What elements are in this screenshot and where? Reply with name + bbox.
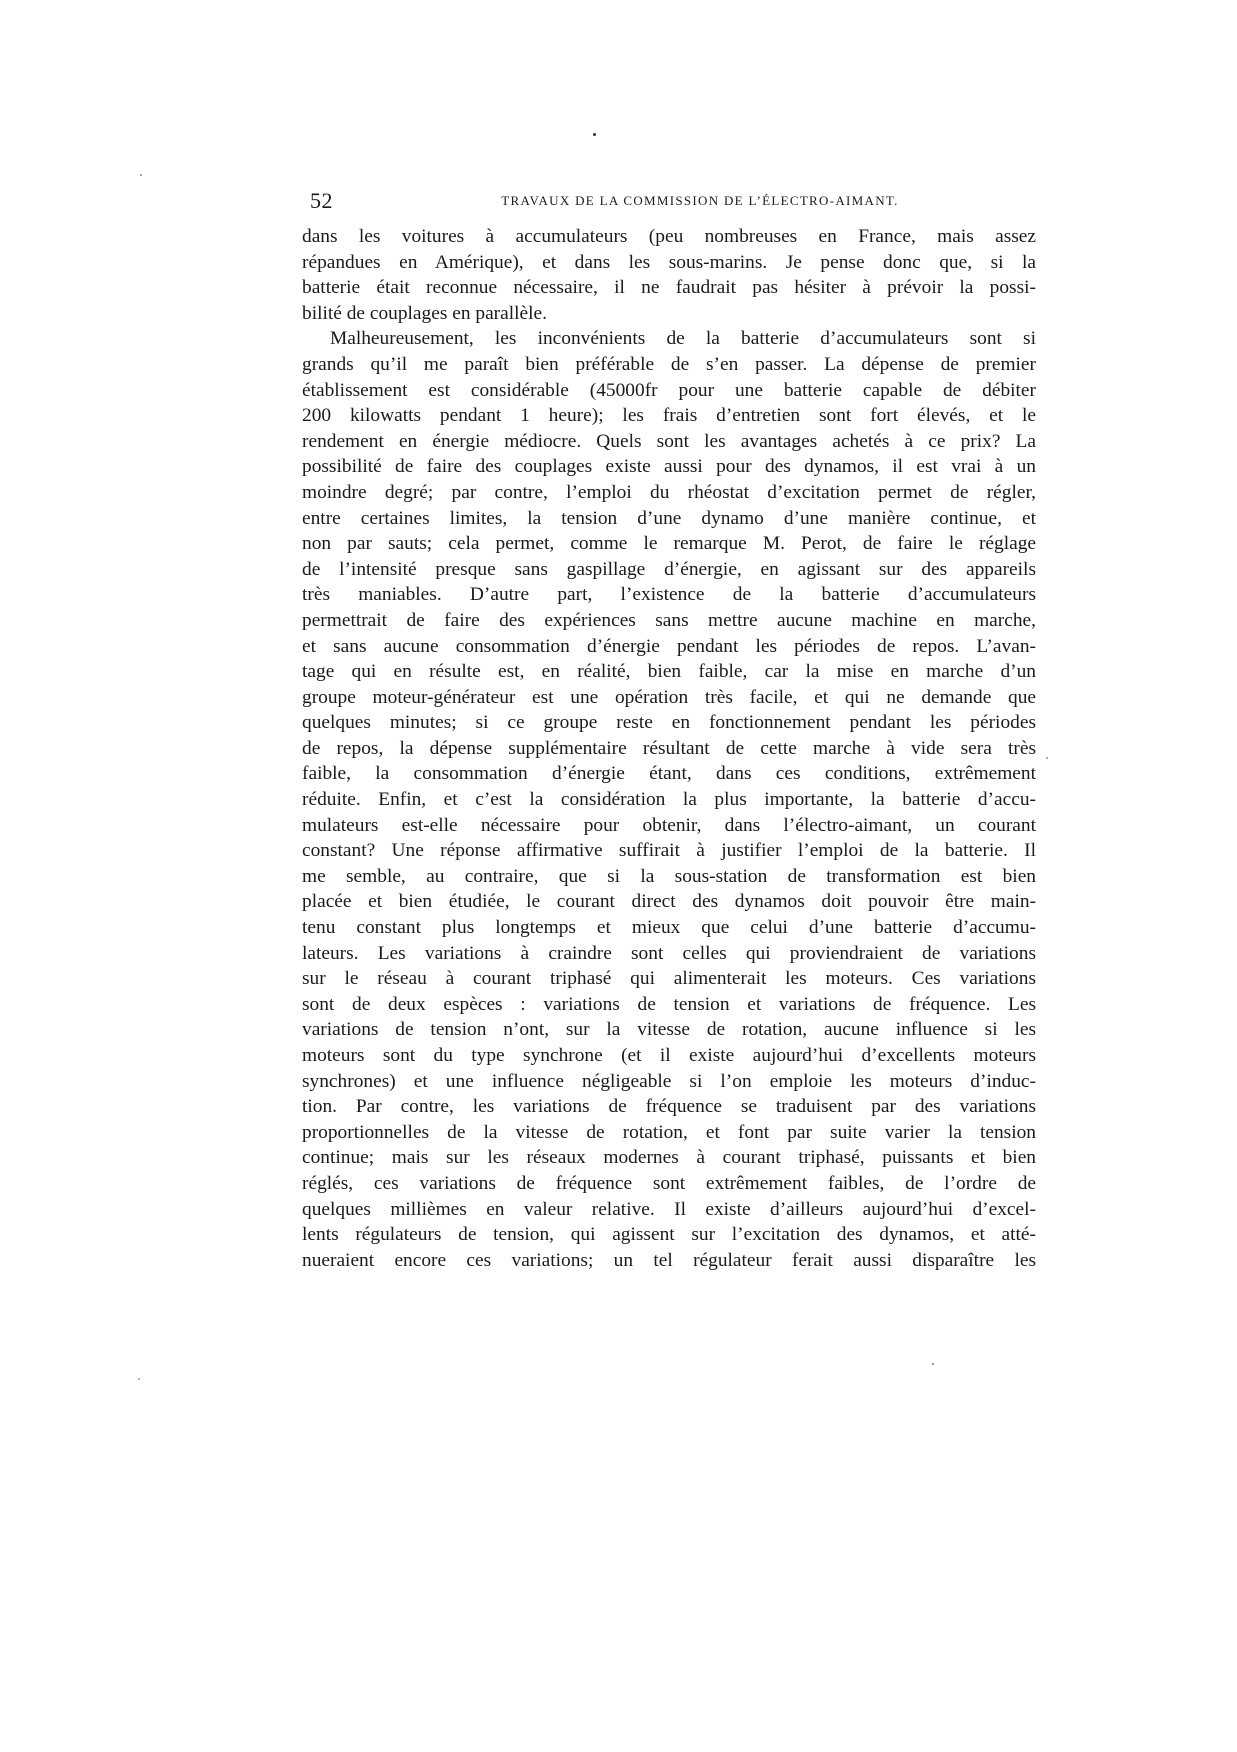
text-line: répandues en Amérique), et dans les sous-marins. Je pense donc que, si la: [302, 251, 1036, 273]
scan-speck: [1046, 757, 1048, 759]
text-line: de l’intensité presque sans gaspillage d’énergie, en agissant sur des appareils: [302, 558, 1036, 580]
text-line: réglés, ces variations de fréquence sont extrêmement faibles, de l’ordre de: [302, 1172, 1036, 1194]
text-line: grands qu’il me paraît bien préférable de s’en passer. La dépense de premier: [302, 353, 1036, 375]
text-line: sont de deux espèces : variations de tension et variations de fréquence. Les: [302, 993, 1036, 1015]
paragraph: [302, 326, 1036, 1273]
text-line: continue; mais sur les réseaux modernes à courant triphasé, puissants et bien: [302, 1147, 1036, 1169]
text-line: 200 kilowatts pendant 1 heure); les frais d’entretien sont fort élevés, et le: [302, 405, 1036, 427]
text-line: bilité de couplages en parallèle.: [302, 302, 547, 324]
running-title: TRAVAUX DE LA COMMISSION DE L’ÉLECTRO-AIMANT.: [501, 193, 899, 208]
scan-speck: [593, 133, 596, 136]
scan-speck: [140, 174, 142, 176]
text-line: me semble, au contraire, que si la sous-station de transformation est bien: [302, 865, 1036, 887]
scan-speck: [138, 1378, 140, 1380]
text-line: variations de tension n’ont, sur la vitesse de rotation, aucune influence si les: [302, 1019, 1036, 1041]
text-line: permettrait de faire des expériences sans mettre aucune machine en marche,: [302, 609, 1036, 631]
text-line: rendement en énergie médiocre. Quels sont les avantages achetés à ce prix? La: [302, 430, 1036, 452]
text-line: moindre degré; par contre, l’emploi du rhéostat d’excitation permet de régler,: [302, 481, 1036, 503]
text-line: tage qui en résulte est, en réalité, bien faible, car la mise en marche d’un: [302, 661, 1036, 683]
text-line: tenu constant plus longtemps et mieux que celui d’une batterie d’accumu-: [302, 917, 1036, 939]
text-line: constant? Une réponse affirmative suffirait à justifier l’emploi de la batterie. Il: [302, 840, 1036, 862]
scan-speck: [932, 1363, 934, 1365]
text-line: sur le réseau à courant triphasé qui alimenterait les moteurs. Ces variations: [302, 968, 1036, 990]
text-line: très maniables. D’autre part, l’existence de la batterie d’accumulateurs: [302, 584, 1036, 606]
text-line: mulateurs est-elle nécessaire pour obtenir, dans l’électro-aimant, un courant: [302, 814, 1036, 836]
page-number: 52: [310, 188, 333, 213]
text-line: placée et bien étudiée, le courant direct des dynamos doit pouvoir être main-: [302, 891, 1036, 913]
text-line: synchrones) et une influence négligeable si l’on emploie les moteurs d’induc-: [302, 1070, 1036, 1092]
text-line: proportionnelles de la vitesse de rotation, et font par suite varier la tension: [302, 1121, 1036, 1143]
text-line: groupe moteur-générateur est une opération très facile, et qui ne demande que: [302, 686, 1036, 708]
text-line: tion. Par contre, les variations de fréquence se traduisent par des variations: [302, 1096, 1036, 1118]
text-line: non par sauts; cela permet, comme le remarque M. Perot, de faire le réglage: [302, 533, 1036, 555]
text-line: batterie était reconnue nécessaire, il ne faudrait pas hésiter à prévoir la possi-: [302, 277, 1036, 299]
text-line: dans les voitures à accumulateurs (peu nombreuses en France, mais assez: [302, 226, 1036, 247]
text-line: établissement est considérable (45000fr pour une batterie capable de débiter: [302, 379, 1036, 401]
text-line: quelques minutes; si ce groupe reste en fonctionnement pendant les périodes: [302, 712, 1036, 734]
paragraph: [302, 224, 1036, 326]
text-line: de repos, la dépense supplémentaire résultant de cette marche à vide sera très: [302, 737, 1036, 759]
text-line: nueraient encore ces variations; un tel régulateur ferait aussi disparaître les: [302, 1249, 1036, 1271]
text-line: lateurs. Les variations à craindre sont celles qui proviendraient de variations: [302, 942, 1036, 964]
text-line: réduite. Enfin, et c’est la considération la plus importante, la batterie d’accu-: [302, 789, 1036, 811]
text-line: lents régulateurs de tension, qui agissent sur l’excitation des dynamos, et atté-: [302, 1224, 1036, 1246]
text-line: Malheureusement, les inconvénients de la batterie d’accumulateurs sont si: [330, 328, 1036, 350]
running-head: [310, 188, 1050, 214]
text-line: et sans aucune consommation d’énergie pendant les périodes de repos. L’avan-: [302, 635, 1036, 657]
text-line: quelques millièmes en valeur relative. Il existe d’ailleurs aujourd’hui d’excel-: [302, 1198, 1036, 1220]
text-line: entre certaines limites, la tension d’une dynamo d’une manière continue, et: [302, 507, 1036, 529]
text-line: moteurs sont du type synchrone (et il existe aujourd’hui d’excellents moteurs: [302, 1045, 1036, 1066]
text-line: faible, la consommation d’énergie étant, dans ces conditions, extrêmement: [302, 763, 1036, 785]
body-text: [302, 224, 1036, 1273]
text-line: possibilité de faire des couplages existe aussi pour des dynamos, il est vrai à un: [302, 456, 1036, 478]
